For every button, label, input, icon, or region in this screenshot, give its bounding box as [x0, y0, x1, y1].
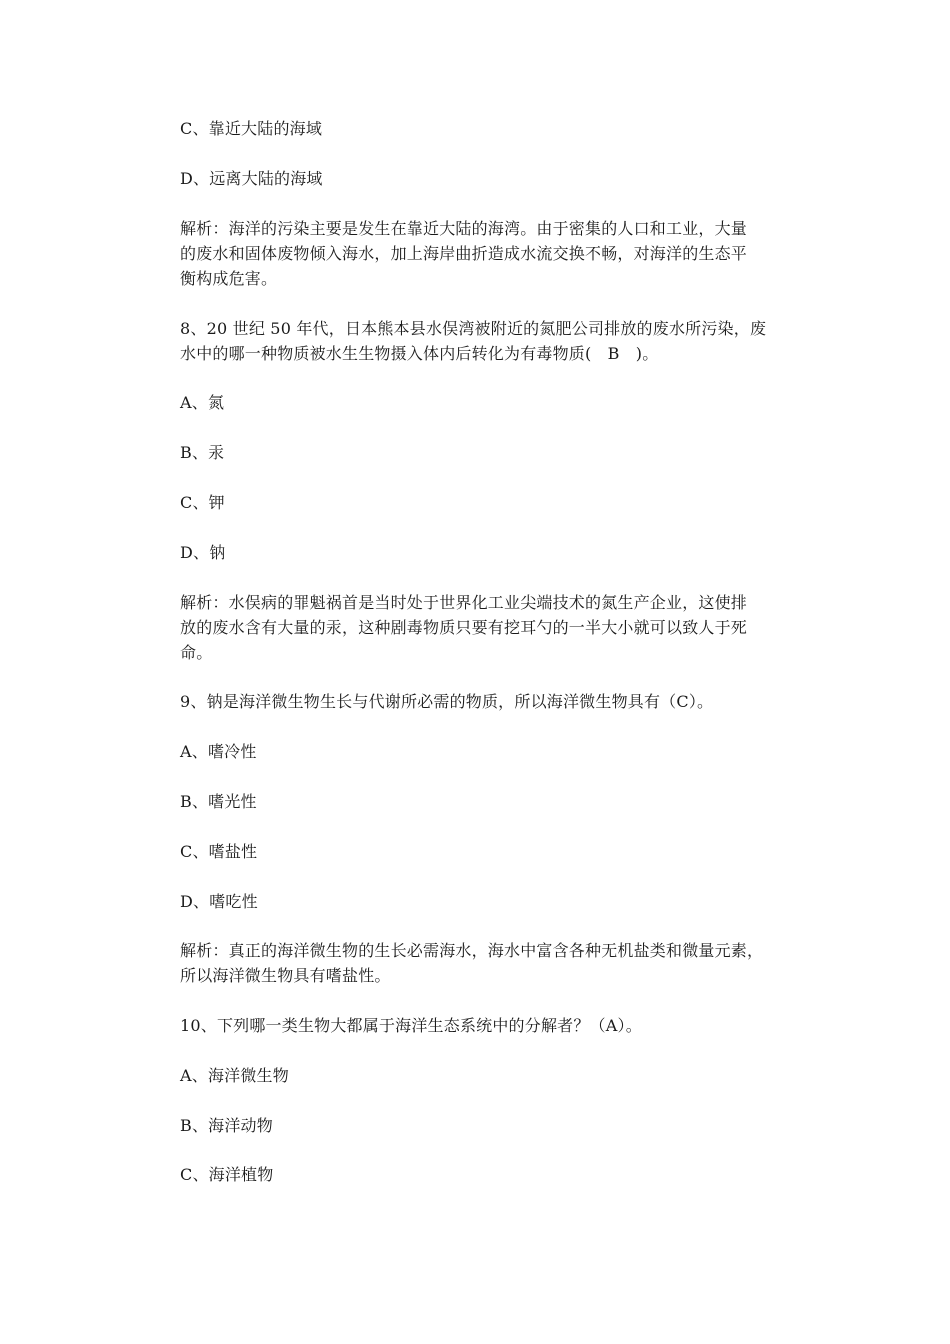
q10-option-c: C、海洋植物	[180, 1165, 274, 1184]
q8-option-a: A、氮	[180, 393, 225, 412]
q9-analysis-line-1: 解析：真正的海洋微生物的生长必需海水，海水中富含各种无机盐类和微量元素，	[180, 941, 764, 960]
q8-question	[180, 316, 780, 366]
q8-analysis-line-2: 放的废水含有大量的汞，这种剧毒物质只要有挖耳勺的一半大小就可以致人于死	[180, 618, 748, 637]
q8-analysis-line-1: 解析：水俣病的罪魁祸首是当时处于世界化工业尖端技术的氮生产企业，这使排	[180, 593, 748, 612]
q9-option-a: A、嗜冷性	[180, 742, 257, 761]
q8-analysis	[180, 590, 780, 665]
q10-question: 10、下列哪一类生物大都属于海洋生态系统中的分解者？（A）。	[180, 1016, 642, 1035]
q9-analysis	[180, 938, 780, 988]
q7-analysis-line-3: 衡构成危害。	[180, 269, 278, 288]
q9-question: 9、钠是海洋微生物生长与代谢所必需的物质，所以海洋微生物具有（C）。	[180, 692, 714, 711]
q7-analysis-line-2: 的废水和固体废物倾入海水，加上海岸曲折造成水流交换不畅，对海洋的生态平	[180, 244, 748, 263]
q8-option-c: C、钾	[180, 493, 225, 512]
q8-option-b: B、汞	[180, 443, 225, 462]
q7-option-d: D、远离大陆的海域	[180, 169, 323, 188]
q9-option-b: B、嗜光性	[180, 792, 257, 811]
q7-analysis	[180, 216, 780, 291]
q7-option-c: C、靠近大陆的海域	[180, 119, 323, 138]
q9-analysis-line-2: 所以海洋微生物具有嗜盐性。	[180, 966, 391, 985]
q9-option-d: D、嗜吃性	[180, 892, 258, 911]
q7-analysis-line-1: 解析：海洋的污染主要是发生在靠近大陆的海湾。由于密集的人口和工业，大量	[180, 219, 748, 238]
q8-option-d: D、钠	[180, 543, 226, 562]
q10-option-b: B、海洋动物	[180, 1116, 273, 1135]
q8-analysis-line-3: 命。	[180, 643, 213, 662]
q8-question-line-2: 水中的哪一种物质被水生生物摄入体内后转化为有毒物质( B )。	[180, 344, 659, 363]
q9-option-c: C、嗜盐性	[180, 842, 258, 861]
q10-option-a: A、海洋微生物	[180, 1066, 289, 1085]
q8-question-line-1: 8、20 世纪 50 年代，日本熊本县水俣湾被附近的氮肥公司排放的废水所污染，废	[180, 319, 767, 338]
